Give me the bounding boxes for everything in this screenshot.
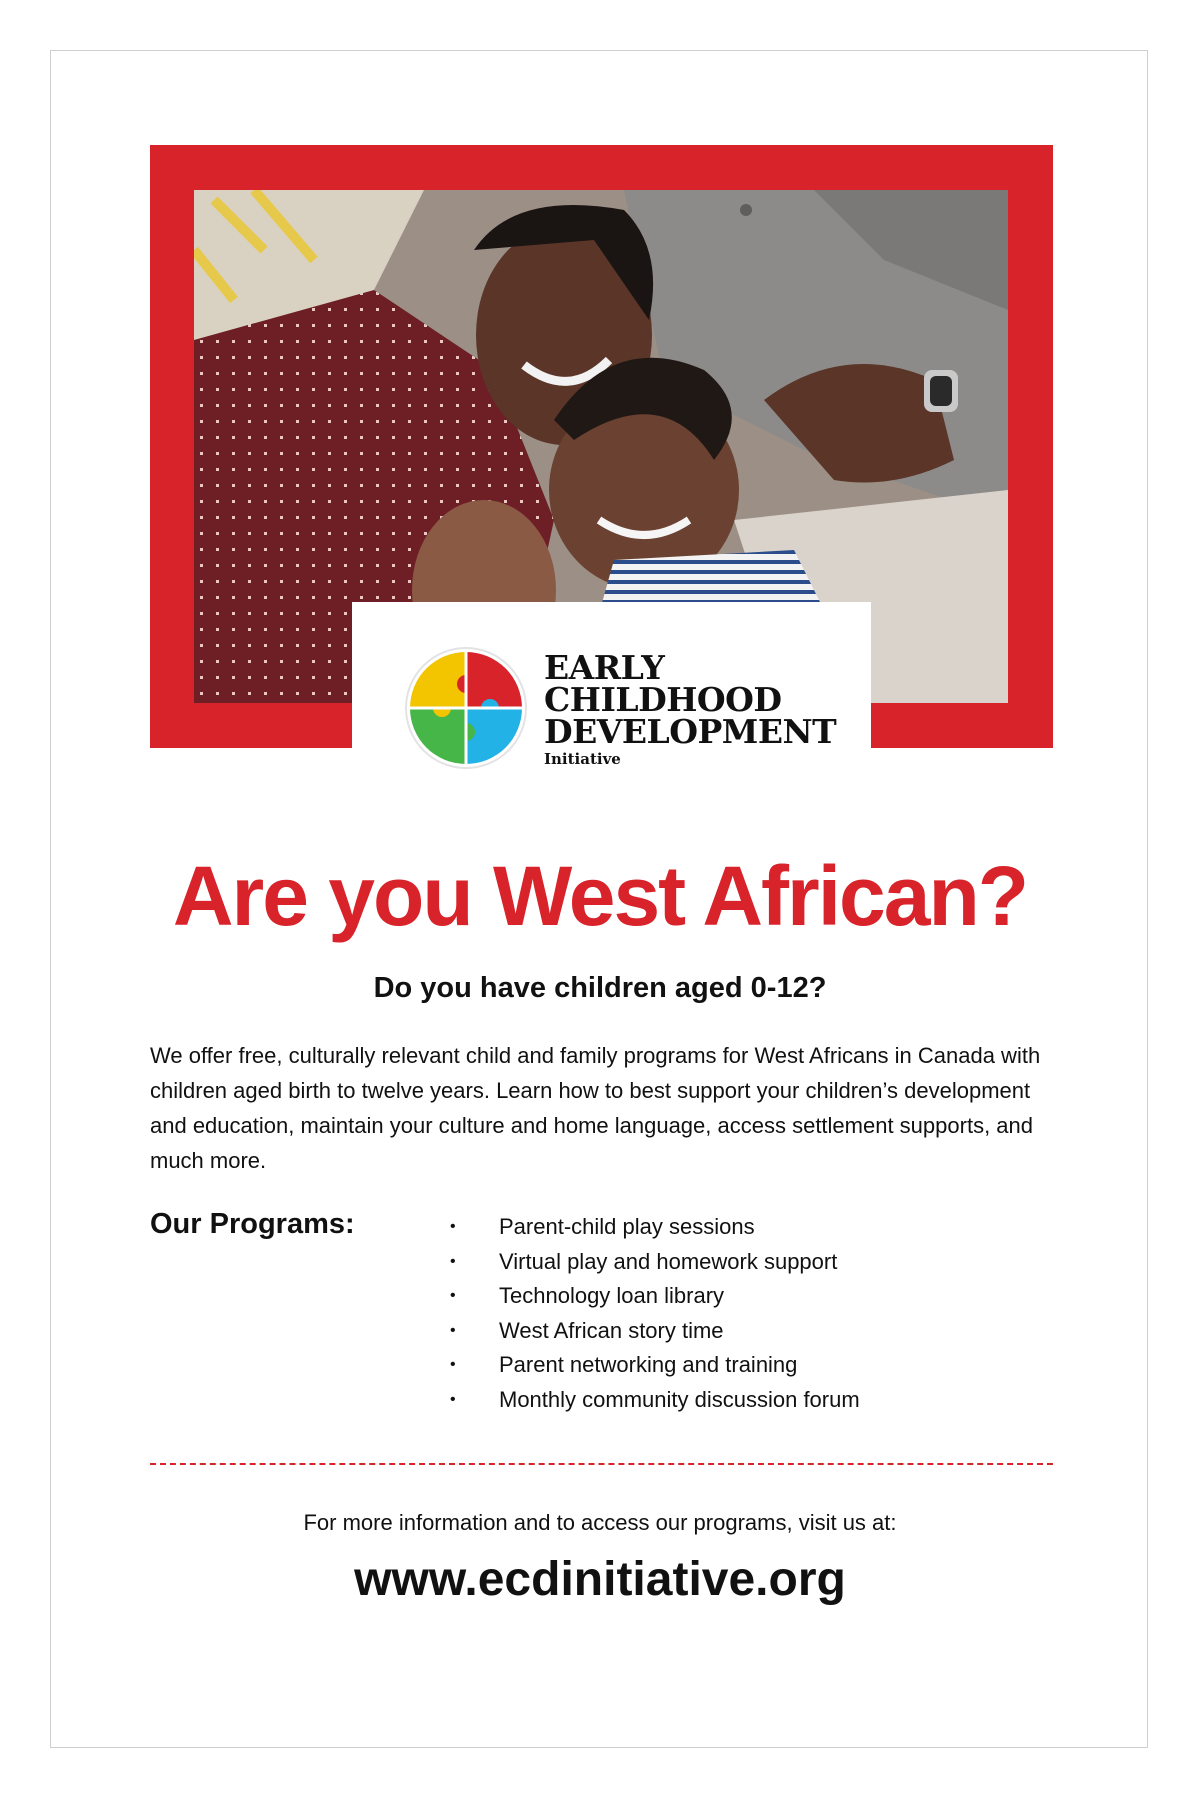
- bullet-icon: •: [450, 1218, 456, 1235]
- headline: Are you West African?: [172, 849, 1028, 943]
- program-label: Virtual play and homework support: [499, 1248, 838, 1274]
- list-item: [450, 1210, 860, 1245]
- program-label: Parent networking and training: [499, 1352, 798, 1378]
- program-label: Monthly community discussion forum: [499, 1386, 860, 1412]
- bullet-icon: •: [450, 1287, 456, 1305]
- intro-paragraph: We offer free, culturally relevant child and family programs for West Africans in Canada with children aged birth to twelve years. Learn how to best support your children’s development and education, maintain your culture and home language, access settlement supports, and much more.: [150, 1043, 1041, 1173]
- list-item: [450, 1279, 860, 1314]
- list-item: [450, 1245, 860, 1280]
- logo-line-2: CHILDHOOD: [544, 680, 782, 719]
- programs-heading: Our Programs:: [150, 1208, 355, 1240]
- more-info-text: For more information and to access our programs, visit us at:: [303, 1510, 897, 1535]
- program-label: Technology loan library: [499, 1283, 725, 1309]
- programs-list: [450, 1210, 860, 1418]
- bullet-icon: •: [450, 1390, 456, 1408]
- bullet-icon: •: [450, 1321, 456, 1339]
- logo-panel: [352, 602, 871, 790]
- logo-wordmark: [544, 648, 837, 768]
- website-link[interactable]: www.ecdinitiative.org: [354, 1553, 846, 1606]
- puzzle-logo-icon: [404, 646, 528, 770]
- dashed-divider: [150, 1463, 1053, 1465]
- list-item: [450, 1383, 860, 1418]
- subheadline: Do you have children aged 0-12?: [373, 972, 827, 1004]
- list-item: [450, 1314, 860, 1349]
- bullet-icon: •: [450, 1356, 456, 1374]
- logo-line-3: DEVELOPMENT: [544, 712, 837, 751]
- logo-tagline: Initiative: [544, 750, 621, 768]
- list-item: [450, 1348, 860, 1383]
- bullet-icon: •: [450, 1252, 456, 1270]
- program-label: Parent-child play sessions: [499, 1214, 755, 1239]
- logo-line-1: EARLY: [544, 648, 665, 687]
- program-label: West African story time: [499, 1317, 724, 1343]
